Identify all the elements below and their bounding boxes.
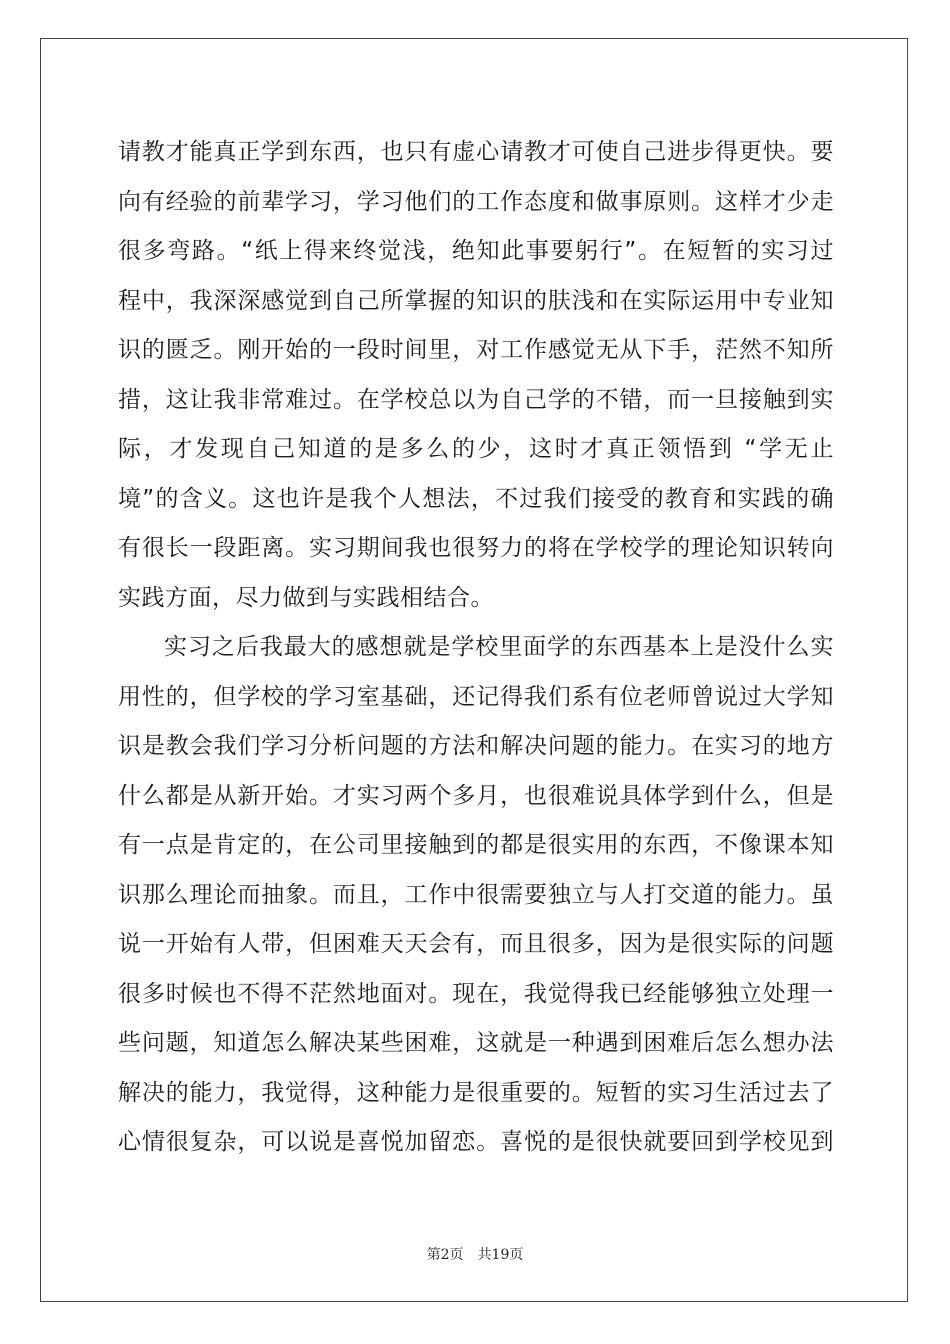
paragraph-line: 措，这让我非常难过。在学校总以为自己学的不错，而一旦接触到实 <box>118 386 834 413</box>
paragraph-line: 有一点是肯定的，在公司里接触到的都是很实用的东西，不像课本知 <box>118 832 834 858</box>
paragraph-line: 说一开始有人带，但困难天天会有，而且很多，因为是很实际的问题 <box>118 931 834 957</box>
paragraph-line: 境”的含义。这也许是我个人想法，不过我们接受的教育和实践的确 <box>118 485 834 512</box>
document-body <box>118 128 834 1168</box>
paragraph-1 <box>118 128 834 623</box>
paragraph-line: 很多弯路。“纸上得来终觉浅，绝知此事要躬行”。在短暂的实习过 <box>118 238 834 264</box>
paragraph-line: 识的匮乏。刚开始的一段时间里，对工作感觉无从下手，茫然不知所 <box>118 337 834 363</box>
paragraph-line: 解决的能力，我觉得，这种能力是很重要的。短暂的实习生活过去了 <box>118 1079 834 1106</box>
paragraph-line: 识是教会我们学习分析问题的方法和解决问题的能力。在实习的地方 <box>118 733 834 759</box>
paragraph-2 <box>118 623 834 1168</box>
paragraph-line: 很多时候也不得不茫然地面对。现在，我觉得我已经能够独立处理一 <box>118 980 834 1007</box>
paragraph-line: 有很长一段距离。实习期间我也很努力的将在学校学的理论知识转向 <box>118 535 834 561</box>
paragraph-line: 际，才发现自己知道的是多么的少，这时才真正领悟到 “学无止 <box>118 436 834 462</box>
paragraph-line: 实践方面，尽力做到与实践相结合。 <box>118 584 494 611</box>
paragraph-line: 识那么理论而抽象。而且，工作中很需要独立与人打交道的能力。虽 <box>118 881 834 908</box>
paragraph-line: 心情很复杂，可以说是喜悦加留恋。喜悦的是很快就要回到学校见到 <box>118 1129 834 1155</box>
paragraph-line: 什么都是从新开始。才实习两个多月，也很难说具体学到什么，但是 <box>118 782 834 809</box>
page-footer <box>0 1244 950 1264</box>
page-total: 共19页 <box>477 1247 524 1263</box>
paragraph-line: 用性的，但学校的学习室基础，还记得我们系有位老师曾说过大学知 <box>118 683 834 710</box>
paragraph-line: 向有经验的前辈学习，学习他们的工作态度和做事原则。这样才少走 <box>118 188 834 215</box>
paragraph-line: 实习之后我最大的感想就是学校里面学的东西基本上是没什么实 <box>164 634 834 660</box>
paragraph-line: 请教才能真正学到东西，也只有虚心请教才可使自己进步得更快。要 <box>118 139 834 165</box>
page-number: 第2页 <box>426 1247 464 1263</box>
paragraph-line: 些问题，知道怎么解决某些困难，这就是一种遇到困难后怎么想办法 <box>118 1030 834 1056</box>
paragraph-line: 程中，我深深感觉到自己所掌握的知识的肤浅和在实际运用中专业知 <box>118 287 834 314</box>
